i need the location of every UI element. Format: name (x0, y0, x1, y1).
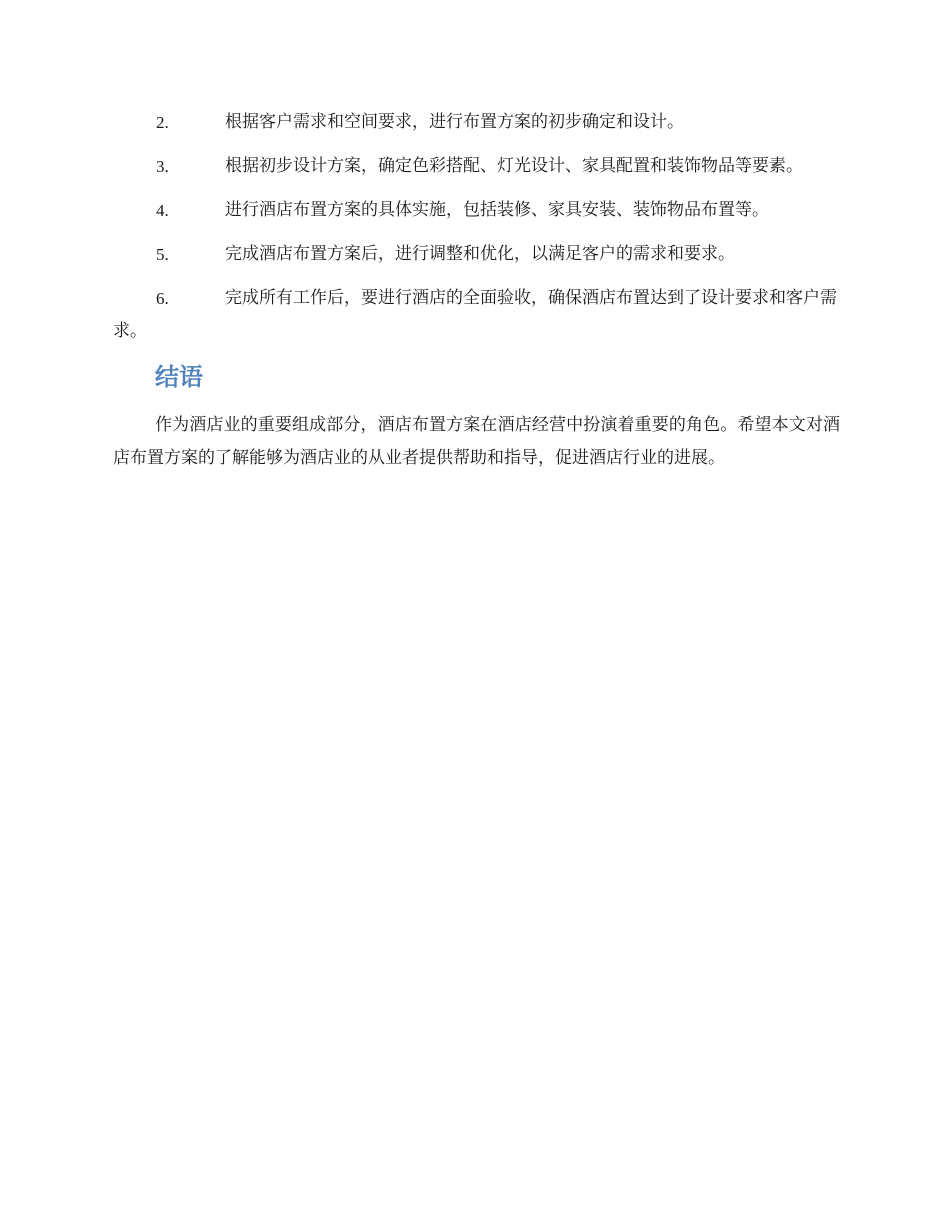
list-item-number: 2. (156, 113, 169, 132)
list-item (113, 150, 840, 183)
list-item (113, 106, 840, 139)
list-item-number: 5. (156, 245, 169, 264)
document-content (113, 106, 840, 492)
list-item (113, 282, 840, 348)
list-item-text: 完成酒店布置方案后，进行调整和优化，以满足客户的需求和要求。 (225, 244, 735, 264)
list-item-text: 根据初步设计方案，确定色彩搭配、灯光设计、家具配置和装饰物品等要素。 (225, 156, 803, 176)
list-item-text: 进行酒店布置方案的具体实施，包括装修、家具安装、装饰物品布置等。 (225, 200, 769, 220)
list-item-text: 根据客户需求和空间要求，进行布置方案的初步确定和设计。 (225, 112, 684, 132)
list-item-number: 4. (156, 201, 169, 220)
section-heading-conclusion: 结语 (155, 363, 203, 391)
list-item-text: 完成所有工作后，要进行酒店的全面验收，确保酒店布置达到了设计要求和客户需求。 (113, 288, 837, 341)
list-item (113, 194, 840, 227)
conclusion-paragraph: 作为酒店业的重要组成部分，酒店布置方案在酒店经营中扮演着重要的角色。希望本文对酒店布置方案的了解能够为酒店业的从业者提供帮助和指导，促进酒店行业的进展。 (113, 415, 840, 468)
list-item-number: 6. (156, 289, 169, 308)
list-item (113, 238, 840, 271)
list-item-number: 3. (156, 157, 169, 176)
